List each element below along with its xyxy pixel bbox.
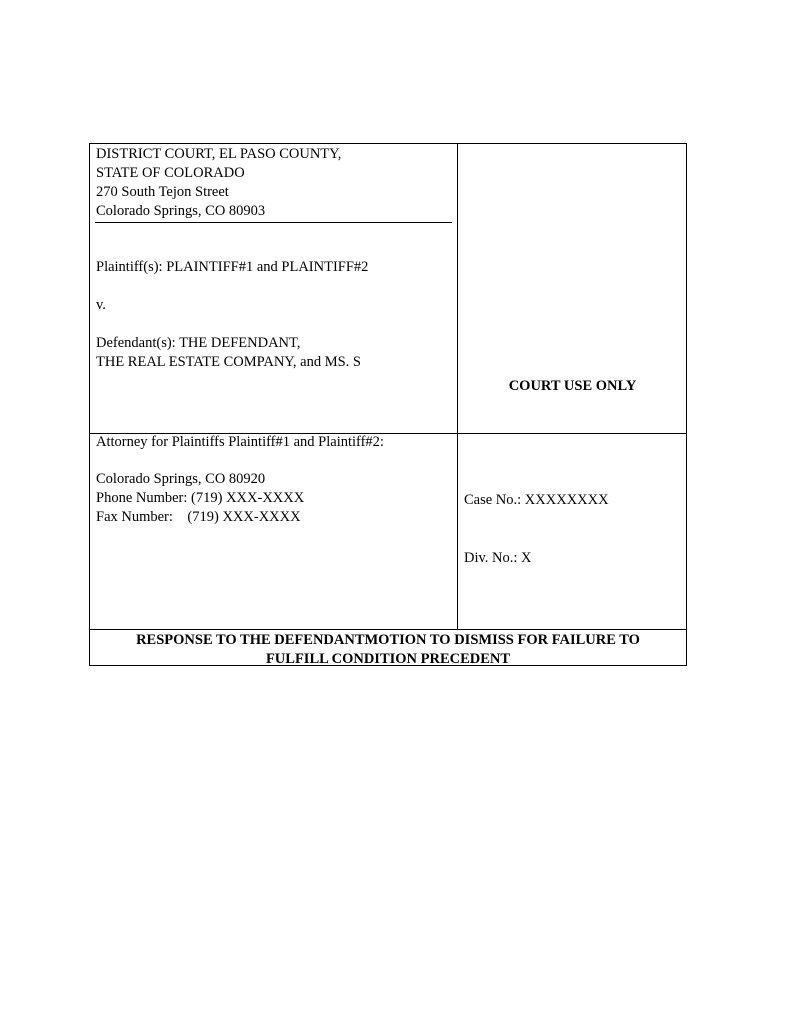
court-name-line2: STATE OF COLORADO	[96, 165, 245, 181]
caption-box	[89, 143, 687, 666]
attorney-heading: Attorney for Plaintiffs Plaintiff#1 and Plaintiff#2:	[96, 434, 384, 450]
versus-line: v.	[96, 297, 106, 313]
court-address-underline	[95, 222, 452, 223]
document-title-line1: RESPONSE TO THE DEFENDANTMOTION TO DISMISS FOR FAILURE TO	[136, 632, 640, 648]
plaintiffs-line: Plaintiff(s): PLAINTIFF#1 and PLAINTIFF#2	[96, 259, 369, 275]
court-city: Colorado Springs, CO 80903	[96, 203, 266, 219]
document-title-line2: FULFILL CONDITION PRECEDENT	[265, 651, 511, 667]
defendants-line1: Defendant(s): THE DEFENDANT,	[96, 335, 301, 351]
court-use-only-label: COURT USE ONLY	[508, 378, 637, 394]
defendants-line2: THE REAL ESTATE COMPANY, and MS. S	[96, 354, 361, 370]
division-number: Div. No.: X	[464, 550, 532, 566]
case-number: Case No.: XXXXXXXX	[464, 492, 609, 508]
attorney-city: Colorado Springs, CO 80920	[96, 471, 266, 487]
attorney-phone: Phone Number: (719) XXX-XXXX	[96, 490, 305, 506]
attorney-fax: Fax Number: (719) XXX-XXXX	[96, 509, 301, 525]
title-divider	[90, 629, 686, 630]
court-street: 270 South Tejon Street	[96, 184, 229, 200]
document-title	[90, 631, 686, 669]
court-name-line1: DISTRICT COURT, EL PASO COUNTY,	[96, 146, 342, 162]
